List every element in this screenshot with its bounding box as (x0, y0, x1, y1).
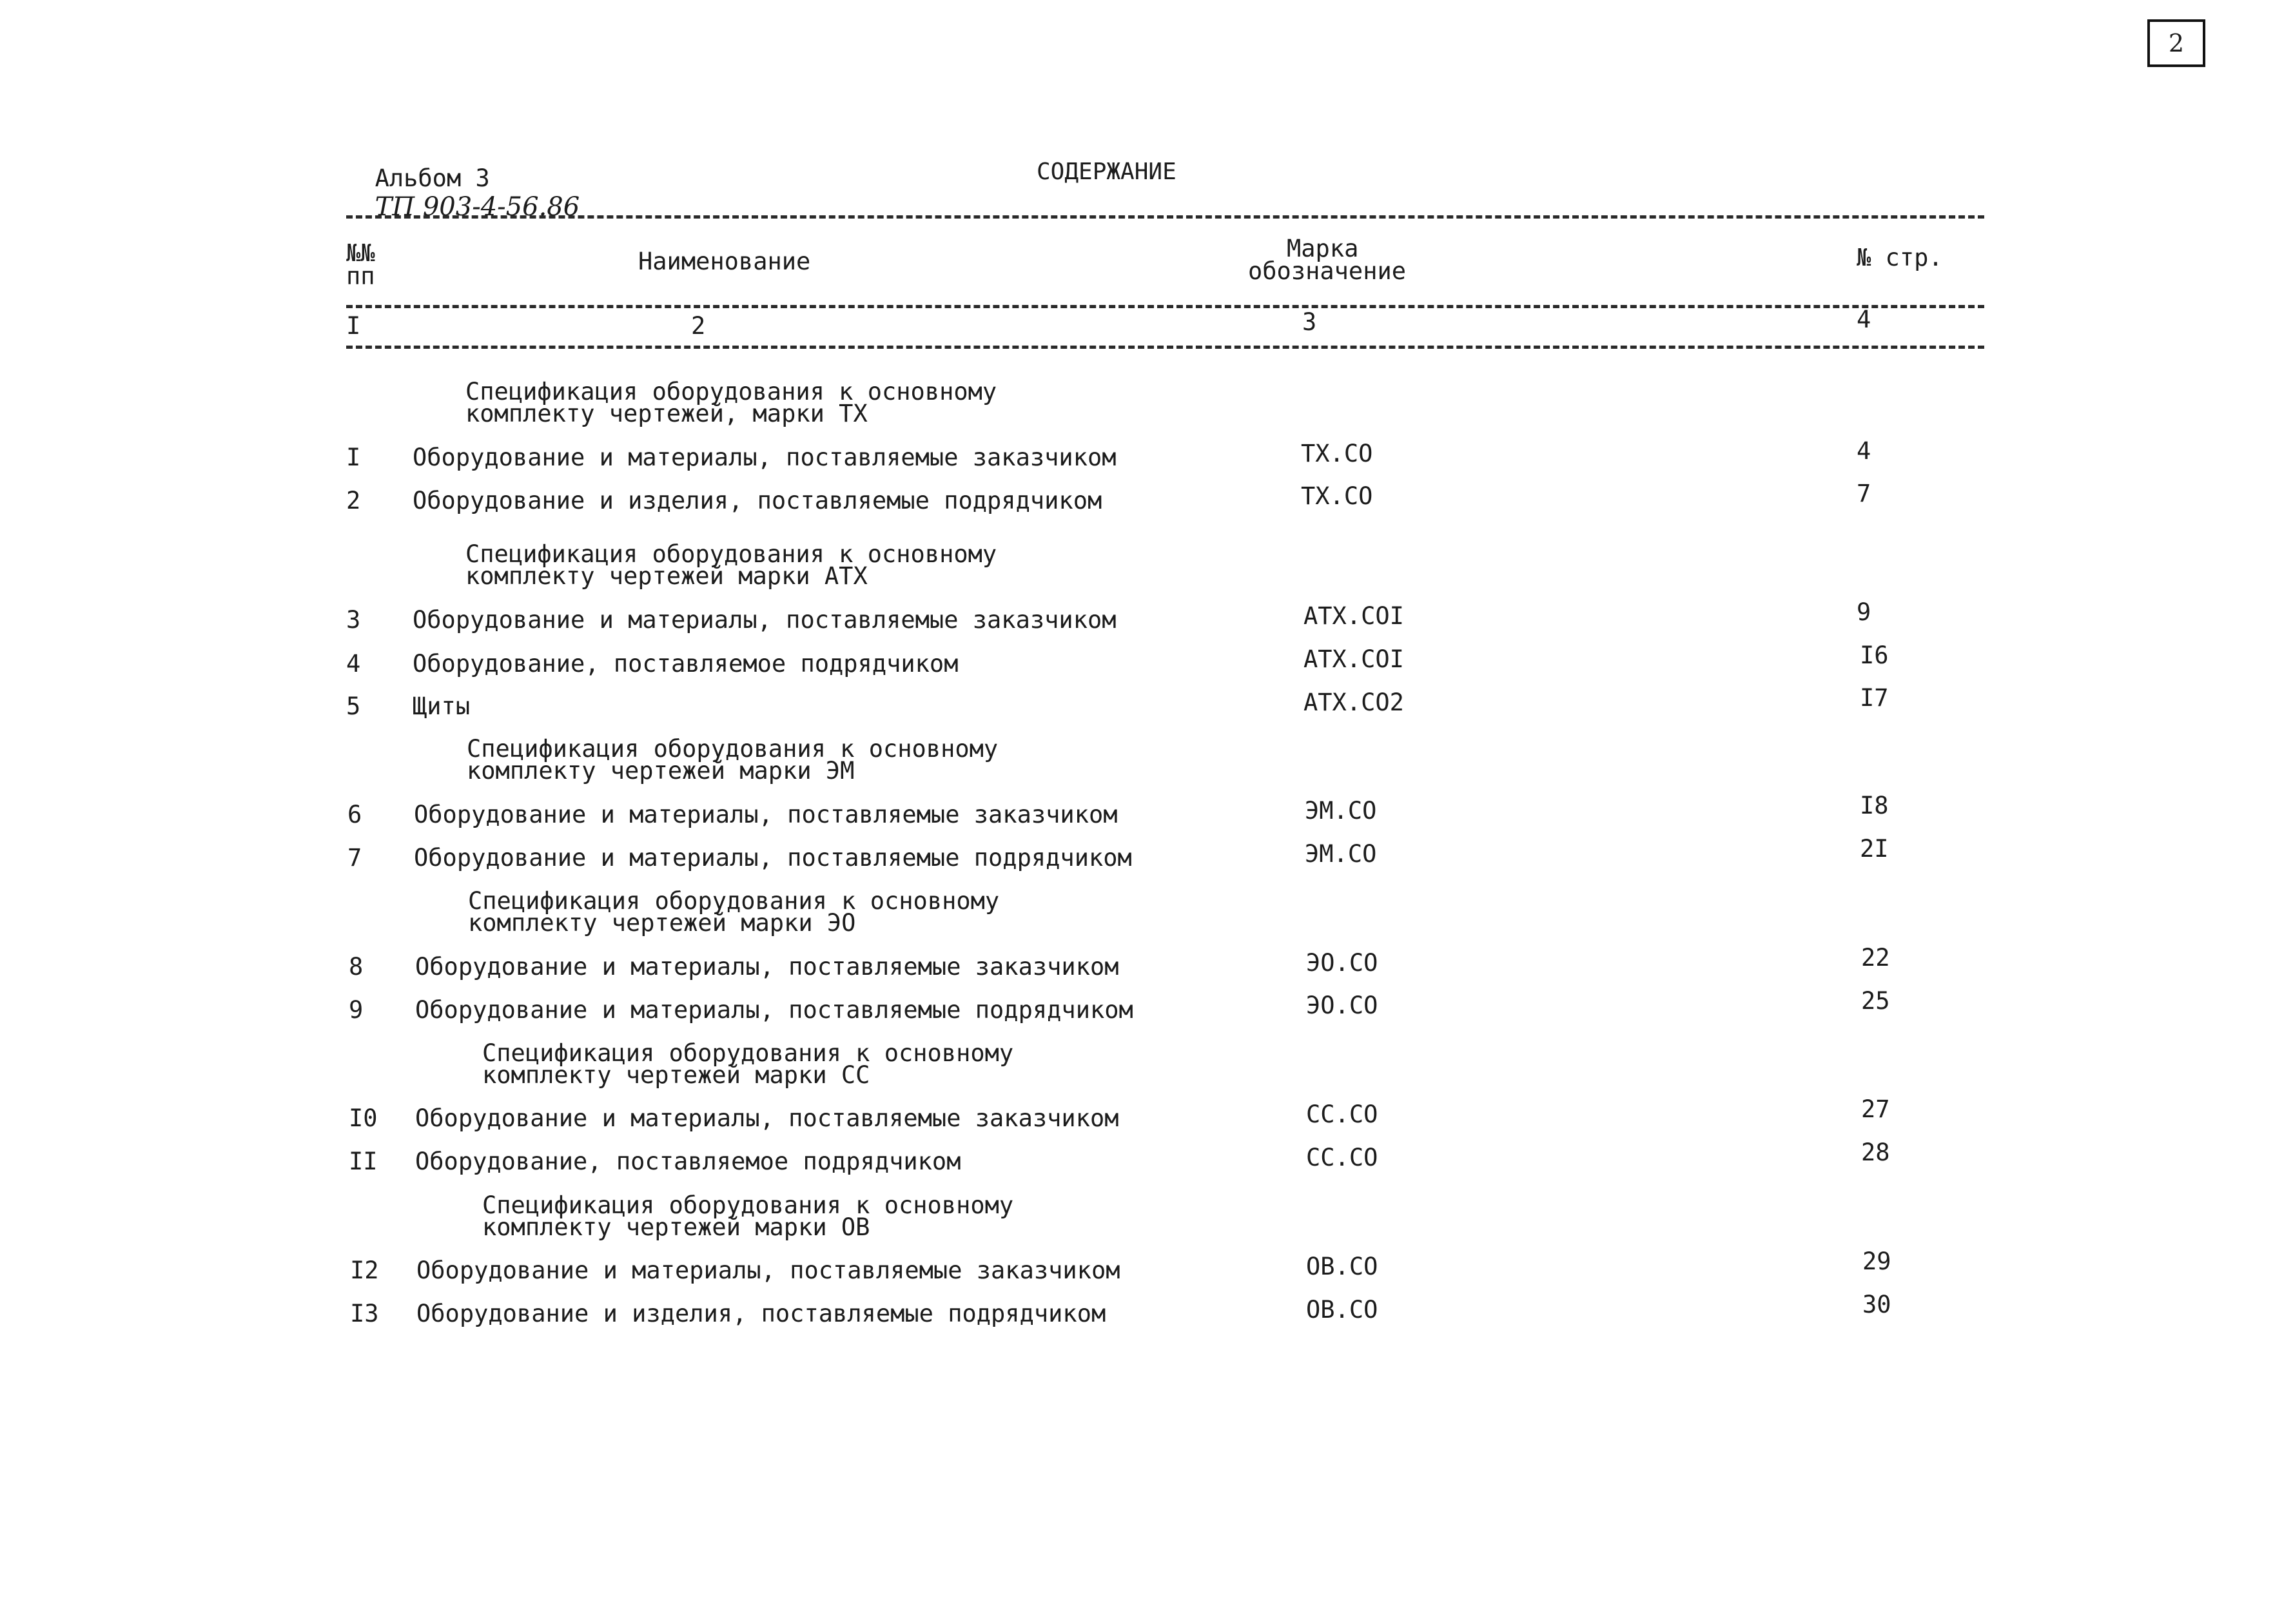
column-number: 4 (1857, 306, 1871, 333)
album-designation (346, 137, 580, 222)
row-mark: АТХ.СОI (1303, 645, 1404, 673)
section-heading-line2: комплекту чертежей, марки ТХ (465, 400, 868, 427)
section-heading-line2: комплекту чертежей марки СС (482, 1061, 870, 1089)
row-number: I (346, 444, 361, 471)
header-col1-line2: пп (346, 262, 375, 290)
section-heading-line1: Спецификация оборудования к основному (482, 1039, 1014, 1067)
row-mark: СС.СО (1306, 1101, 1378, 1128)
row-number: I3 (350, 1300, 379, 1327)
row-name: Щиты (413, 692, 471, 720)
row-number: II (349, 1148, 378, 1175)
row-name: Оборудование, поставляемое подрядчиком (413, 650, 959, 678)
row-number: 3 (346, 606, 361, 634)
row-number: 2 (346, 487, 361, 514)
section-heading-line1: Спецификация оборудования к основному (468, 887, 1000, 915)
row-page: I6 (1860, 641, 1889, 669)
row-name: Оборудование и материалы, поставляемые заказчиком (416, 1257, 1120, 1284)
page-title: СОДЕРЖАНИЕ (1037, 159, 1176, 185)
header-col4-page: № стр. (1857, 244, 1943, 271)
row-page: 29 (1862, 1247, 1891, 1275)
header-bottom-rule (346, 346, 1984, 349)
row-mark: ЭМ.СО (1305, 840, 1377, 868)
header-top-rule (346, 215, 1984, 219)
row-page: I7 (1860, 684, 1889, 712)
row-number: 8 (349, 953, 364, 981)
section-heading-line1: Спецификация оборудования к основному (465, 540, 997, 568)
row-page: 9 (1857, 598, 1871, 626)
row-mark: ТХ.СО (1301, 482, 1373, 510)
row-page: 25 (1861, 987, 1890, 1015)
row-name: Оборудование и материалы, поставляемые заказчиком (413, 606, 1117, 634)
row-page: 28 (1861, 1139, 1890, 1166)
row-name: Оборудование и материалы, поставляемые подрядчиком (414, 844, 1132, 872)
album-label: Альбом 3 (375, 164, 490, 192)
section-heading-line2: комплекту чертежей марки ЭО (468, 909, 856, 937)
column-number: 3 (1302, 308, 1317, 336)
row-name: Оборудование и материалы, поставляемые подрядчиком (415, 996, 1133, 1024)
row-page: 22 (1861, 944, 1890, 972)
row-name: Оборудование, поставляемое подрядчиком (415, 1148, 961, 1175)
row-mark: АТХ.СО2 (1303, 689, 1404, 716)
row-page: 27 (1861, 1095, 1890, 1123)
row-mark: ЭО.СО (1306, 992, 1378, 1019)
header-mid-rule (346, 305, 1984, 308)
row-name: Оборудование и изделия, поставляемые подрядчиком (416, 1300, 1106, 1327)
page-number-box (2147, 19, 2205, 67)
row-mark: ЭО.СО (1306, 949, 1378, 977)
row-page: 2I (1860, 835, 1889, 863)
row-number: 9 (349, 996, 364, 1024)
row-name: Оборудование и материалы, поставляемые заказчиком (415, 1104, 1119, 1132)
row-number: 7 (347, 844, 362, 872)
row-name: Оборудование и материалы, поставляемые заказчиком (415, 953, 1119, 981)
row-mark: ОВ.СО (1306, 1253, 1378, 1280)
row-mark: ТХ.СО (1301, 440, 1373, 467)
row-number: 6 (347, 801, 362, 828)
header-col3-line2: обозначение (1248, 257, 1407, 285)
row-name: Оборудование и материалы, поставляемые заказчиком (413, 444, 1117, 471)
header-col2-name: Наименование (638, 248, 811, 275)
section-heading-line1: Спецификация оборудования к основному (465, 378, 997, 406)
row-mark: СС.СО (1306, 1144, 1378, 1171)
row-number: I0 (349, 1104, 378, 1132)
header-col3-line1: Марка (1287, 235, 1359, 262)
page-number: 2 (2168, 29, 2185, 57)
row-mark: ОВ.СО (1306, 1296, 1378, 1324)
row-number: 4 (346, 650, 361, 678)
row-name: Оборудование и изделия, поставляемые подрядчиком (413, 487, 1102, 514)
section-heading-line2: комплекту чертежей марки ЭМ (467, 757, 855, 785)
row-mark: АТХ.СОI (1303, 602, 1404, 630)
row-number: I2 (350, 1257, 379, 1284)
row-page: 30 (1862, 1291, 1891, 1318)
section-heading-line1: Спецификация оборудования к основному (467, 735, 999, 763)
row-number: 5 (346, 692, 361, 720)
row-name: Оборудование и материалы, поставляемые заказчиком (414, 801, 1118, 828)
section-heading-line1: Спецификация оборудования к основному (482, 1191, 1014, 1219)
row-page: 7 (1857, 480, 1871, 507)
section-heading-line2: комплекту чертежей марки АТХ (465, 562, 868, 590)
row-page: I8 (1860, 792, 1889, 819)
row-page: 4 (1857, 437, 1871, 465)
header-col1-line1: №№ (346, 239, 375, 267)
album-code: ТП 903-4-56.86 (375, 192, 580, 222)
row-mark: ЭМ.СО (1305, 797, 1377, 825)
column-number: I (346, 312, 361, 340)
section-heading-line2: комплекту чертежей марки ОВ (482, 1213, 870, 1241)
column-number: 2 (691, 312, 706, 340)
